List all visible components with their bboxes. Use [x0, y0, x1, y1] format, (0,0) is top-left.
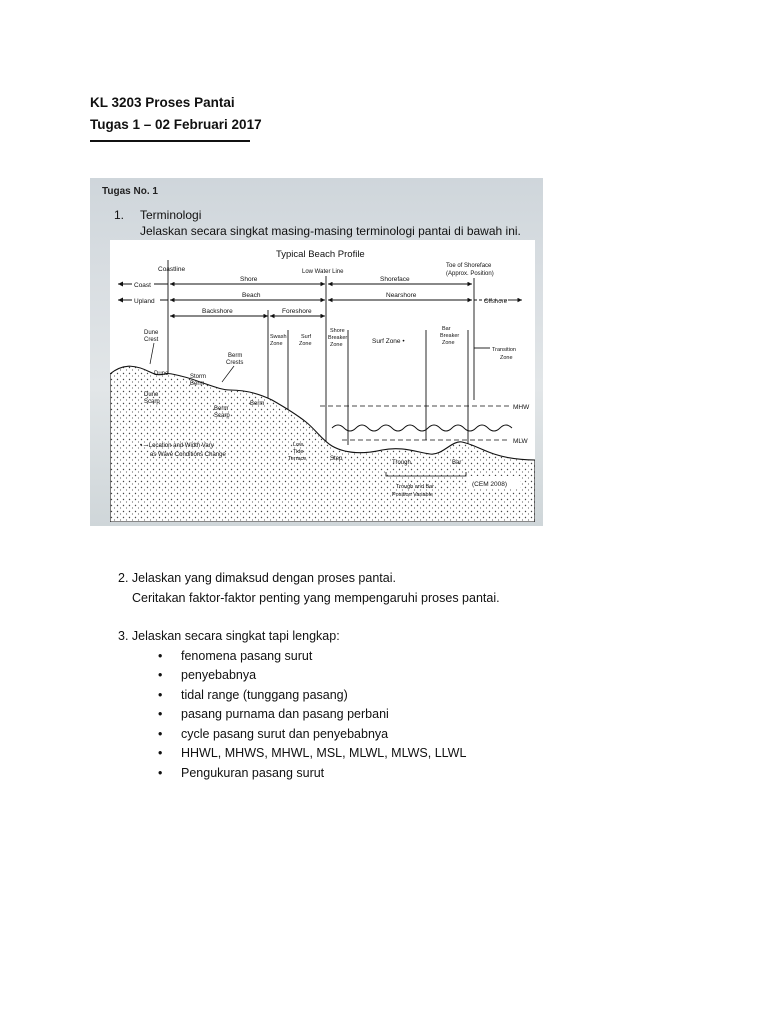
label-offshore: Offshore: [484, 299, 507, 305]
beach-profile-svg: [110, 240, 535, 522]
dune-crest-pointer: [150, 343, 154, 364]
label-foreshore: Foreshore: [282, 308, 312, 315]
list-item-text: penyebabnya: [181, 668, 257, 683]
label-upland: Upland: [134, 298, 155, 305]
label-toe-shoreface-2: (Approx. Position): [446, 271, 494, 277]
question-3-line-1: 3. Jelaskan secara singkat tapi lengkap:: [118, 629, 340, 643]
label-dune-scarp-2: Scarp: [144, 399, 160, 405]
list-item: [118, 705, 500, 725]
task-label: Tugas No. 1: [102, 186, 158, 197]
question-2-line-1: 2. Jelaskan yang dimaksud dengan proses pantai.: [118, 571, 396, 585]
bullet-icon: •: [158, 668, 163, 683]
bullet-icon: •: [158, 707, 163, 722]
bullet-icon: •: [158, 726, 163, 741]
label-swash-2: Zone: [270, 341, 283, 347]
document-header: [90, 92, 262, 142]
label-beach: Beach: [242, 292, 261, 299]
list-item-text: HHWL, MHWS, MHWL, MSL, MLWL, MLWS, LLWL: [181, 746, 467, 761]
note-line-2: as Wave Conditions Change: [150, 452, 226, 458]
label-dune-crest-1: Dune: [144, 330, 159, 336]
note-line-1: • – Location and Width Vary: [140, 443, 214, 449]
bullet-icon: •: [158, 746, 163, 761]
label-berm: Berm: [250, 401, 265, 407]
label-trough: Trough: [392, 460, 411, 466]
label-berm-crests-2: Crests: [226, 360, 244, 366]
bullet-icon: •: [158, 766, 163, 781]
list-item: [118, 686, 500, 706]
bullet-icon: •: [158, 687, 163, 702]
bullet-icon: •: [158, 648, 163, 663]
label-bar-breaker-2: Breaker: [440, 333, 460, 339]
list-item-text: fenomena pasang surut: [181, 648, 313, 663]
label-berm-scarp-1: Berm: [214, 406, 229, 412]
task-figure: [90, 178, 543, 526]
task-item-label: Terminologi: [140, 208, 202, 222]
course-title: KL 3203 Proses Pantai: [90, 95, 235, 110]
label-shoreface: Shoreface: [380, 276, 410, 283]
label-swash-1: Swash: [270, 334, 287, 340]
label-mlw: MLW: [513, 438, 528, 445]
questions-section: [118, 569, 500, 784]
label-mhw: MHW: [513, 404, 530, 411]
question-2-line-2: Ceritakan faktor-faktor penting yang mempengaruhi proses pantai.: [132, 590, 500, 605]
label-bar-breaker-3: Zone: [442, 340, 455, 346]
label-transition-2: Zone: [500, 355, 513, 361]
label-backshore: Backshore: [202, 308, 233, 315]
task-item-number: 1.: [114, 208, 125, 222]
list-item: [118, 647, 500, 667]
label-surf-zone: Surf Zone •: [372, 338, 405, 345]
question-spacer: [118, 608, 500, 627]
label-low-tide-terrace-1: Low: [293, 442, 304, 448]
label-surf-small-2: Zone: [299, 341, 312, 347]
task-instruction: Jelaskan secara singkat masing-masing terminologi pantai di bawah ini.: [140, 224, 521, 238]
list-item: [118, 764, 500, 784]
label-trough-bar-1: Trough and Bar: [396, 484, 435, 490]
label-dune: Dune: [154, 371, 169, 377]
label-storm-berm-2: Berm: [190, 381, 205, 387]
diagram-title: Typical Beach Profile: [276, 249, 365, 260]
label-dune-crest-2: Crest: [144, 337, 159, 343]
label-low-tide-terrace-3: Terrace: [288, 456, 307, 462]
list-item-text: cycle pasang surut dan penyebabnya: [181, 726, 389, 741]
label-transition-1: Transition: [492, 347, 516, 353]
label-trough-bar-2: Position Variable: [392, 492, 433, 498]
label-step: Step: [330, 456, 343, 462]
assignment-title: Tugas 1 – 02 Februari 2017: [90, 117, 262, 132]
list-item: [118, 744, 500, 764]
list-item: [118, 725, 500, 745]
label-storm-berm-1: Storm: [190, 374, 207, 380]
label-coast: Coast: [134, 282, 151, 289]
label-berm-scarp-2: Scarp: [214, 413, 230, 419]
label-shore-breaker-3: Zone: [330, 342, 343, 348]
label-dune-scarp-1: Dune: [144, 392, 159, 398]
label-shore-breaker-1: Shore: [330, 328, 345, 334]
question-3-list: [118, 647, 500, 784]
label-shore-breaker-2: Breaker: [328, 335, 348, 341]
label-low-water-line: Low Water Line: [302, 269, 344, 275]
berm-crests-pointer: [222, 366, 234, 382]
list-item-text: tidal range (tunggang pasang): [181, 687, 348, 702]
water-wave: [332, 425, 512, 431]
label-low-tide-terrace-2: Tide: [293, 449, 304, 455]
list-item: [118, 666, 500, 686]
label-berm-crests-1: Berm: [228, 353, 243, 359]
figure-credit: (CEM 2008): [472, 481, 508, 488]
list-item-text: Pengukuran pasang surut: [181, 766, 325, 781]
task-item-title: [114, 208, 201, 222]
label-bar: Bar: [452, 460, 462, 466]
label-nearshore: Nearshore: [386, 292, 417, 299]
list-item-text: pasang purnama dan pasang perbani: [181, 707, 389, 722]
label-surf-small-1: Surf: [301, 334, 312, 340]
label-shore: Shore: [240, 276, 258, 283]
header-underline: [90, 140, 250, 142]
label-coastline: Coastline: [158, 266, 186, 273]
label-bar-breaker-1: Bar: [442, 326, 451, 332]
beach-profile-diagram: [110, 240, 535, 522]
label-toe-shoreface-1: Toe of Shoreface: [446, 263, 492, 269]
